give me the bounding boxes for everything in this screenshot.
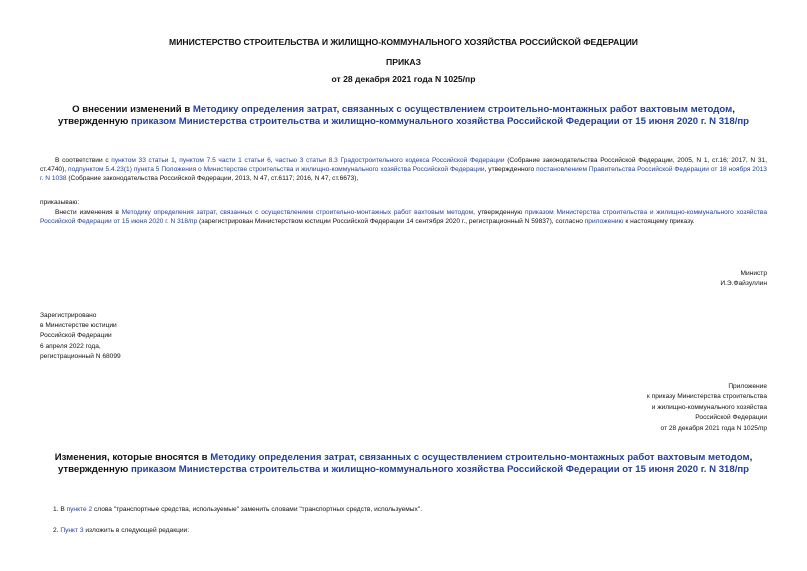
doc-date-number: от 28 декабря 2021 года N 1025/пр [331,74,476,84]
order-318-link[interactable]: приказом Министерства строительства и жилищно-коммунального хозяйства Российской Федерации от 15 июня 2020 г. N 318/пр [40,209,767,226]
preamble-text: , [270,157,276,164]
order-paragraph [40,208,767,226]
article6-link[interactable]: пунктом 7.5 части 1 статьи 6 [179,157,271,164]
signature-position: Министр [740,270,767,277]
paragraph-2-link[interactable]: пункте 2 [66,506,93,513]
order-text: к настоящему приказу. [623,218,695,226]
registration-line: Зарегистрировано [40,312,97,319]
ministry-heading: МИНИСТЕРСТВО СТРОИТЕЛЬСТВА И ЖИЛИЩНО-КОММУНАЛЬНОГО ХОЗЯЙСТВА РОССИЙСКОЙ ФЕДЕРАЦИИ [169,37,638,47]
order-text: Внести изменения в [55,209,122,216]
preamble-text: , [174,157,180,164]
change-item-1 [53,505,422,514]
appendix-line: Российской Федерации [695,414,767,422]
appendix-line: Приложение [728,383,767,390]
paragraph-3-link[interactable]: Пункт 3 [60,527,84,534]
regulation-link[interactable]: подпунктом 5.4.23(1) пункта 5 Положения о Министерстве строительства и жилищно-коммунального хозяйства Российской Федерации [68,166,485,174]
registration-line: регистрационный N 68099 [40,352,121,360]
title-text: , утвержденную [57,104,735,127]
order-318-link[interactable]: приказом Министерства строительства и жилищно-коммунального хозяйства Российской Федерации от 15 июня 2020 г. N 318/пр [130,464,750,475]
appendix-block [647,382,767,434]
doc-type: ПРИКАЗ [386,57,421,67]
preamble-text: , утвержденного [484,166,537,174]
changes-title [40,452,767,476]
changes-title-text: Изменения, которые вносятся в [54,452,211,463]
preamble-text: В соответствии с [55,157,112,164]
preamble-text: (Собрание законодательства Российской Федерации, 2013, N 47, ст.6117; 2016, N 47, ст.6673), [66,175,359,183]
registration-block [40,311,121,362]
order-318-link[interactable]: приказом Министерства строительства и жилищно-коммунального хозяйства Российской Федерации от 15 июня 2020 г. N 318/пр [130,116,750,127]
registration-line: Российской Федерации [40,332,112,340]
appendix-line: к приказу Министерства строительства [646,393,767,401]
appendix-link[interactable]: приложению [584,218,624,226]
title-text: О внесении изменений в [72,104,193,115]
registration-line: 6 апреля 2022 года, [40,342,101,350]
resolution-link[interactable]: постановлением Правительства Российской Федерации от 18 ноября 2013 г. N 1038 [40,166,767,183]
signature-name: И.Э.Файзуллин [720,280,767,287]
change-item-2 [53,526,189,535]
methodology-link[interactable]: Методику определения затрат, связанных с осуществлением строительно-монтажных работ вахтовым методом [121,209,474,216]
preamble-paragraph [40,156,767,184]
item-text: изложить в следующей редакции: [83,527,190,534]
appendix-line: от 28 декабря 2021 года N 1025/пр [660,424,767,432]
item-text: 2. [53,527,61,534]
item-text: слова "транспортные средства, используемые" заменить словами "транспортных средств, используемых". [92,506,423,513]
methodology-link[interactable]: Методику определения затрат, связанных с осуществлением строительно-монтажных работ вахтовым методом [192,104,733,115]
preamble-text: (Собрание законодательства Российской Федерации, 2005, N 1, ст.16; 2017, N 31, ст.4740), [40,157,767,174]
document-title [40,104,767,128]
changes-title-text: , утвержденную [57,452,753,475]
order-text: , утвержденную [473,209,525,216]
order-word: приказываю: [40,199,80,206]
registration-line: в Министерстве юстиции [40,322,117,330]
article1-link[interactable]: пунктом 33 статьи 1 [111,157,175,164]
methodology-link[interactable]: Методику определения затрат, связанных с осуществлением строительно-монтажных работ вахтовым методом [210,452,750,463]
order-text: (зарегистрирован Министерством юстиции Российской Федерации 14 сентября 2020 г., регистрационный N 59837), согласно [197,218,585,226]
code-link[interactable]: частью 3 статьи 8.3 Градостроительного кодекса Российской Федерации [275,157,505,164]
appendix-line: и жилищно-коммунального хозяйства [651,403,767,411]
item-text: 1. В [53,506,67,513]
